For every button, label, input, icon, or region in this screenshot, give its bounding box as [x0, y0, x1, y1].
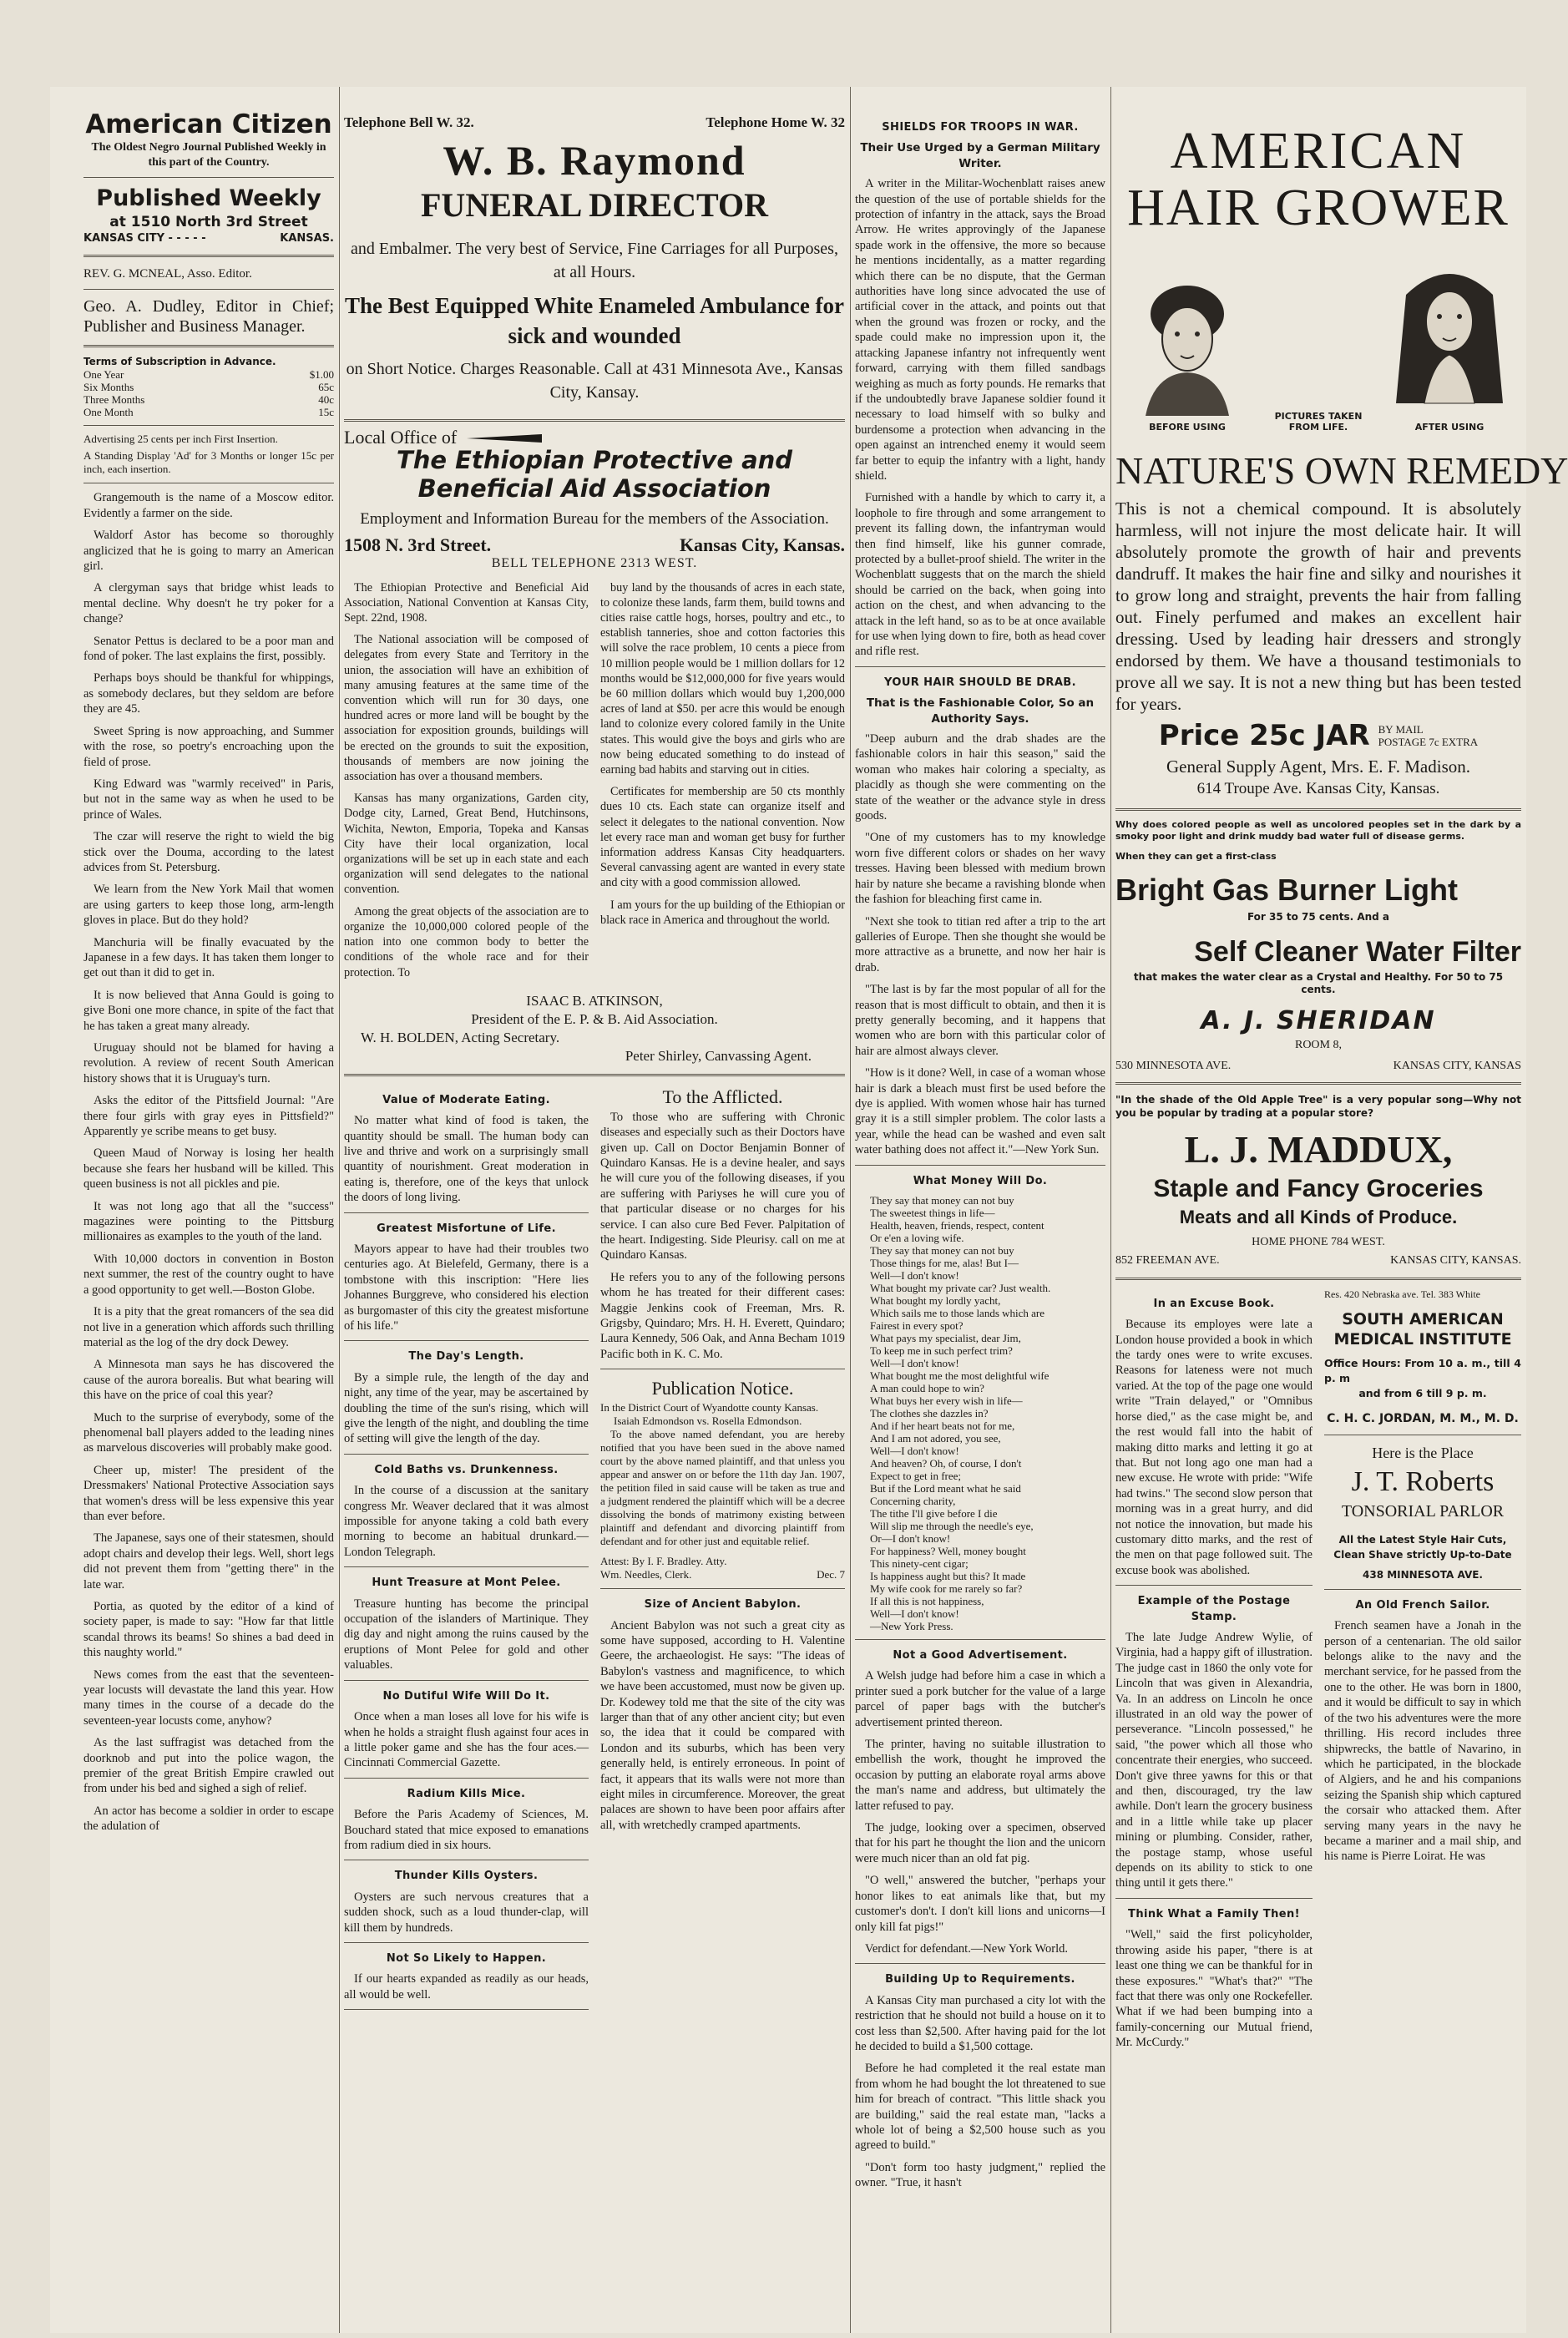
paragraph: It is a pity that the great romancers of the sea did not live in a generation which affords such thrilling material as the log of the dry dock Dewey.: [83, 1305, 334, 1349]
paragraph: With 10,000 doctors in convention in Boston next summer, the rest of the country ought to have a good opportunity to get well.—Boston Globe.: [83, 1252, 334, 1297]
paragraph: It is now believed that Anna Gould is going to give Boni one more chance, in spite of the fact that he has taken a great many already.: [83, 988, 334, 1033]
raymond-name: W. B. Raymond: [443, 137, 746, 185]
paragraph: As the last suffragist was detached from the doorknob and put into the police wagon, the premier of the great British Empire crawled out from under his bed and sighed a sigh of relief.: [83, 1736, 334, 1796]
standing-rates: A Standing Display 'Ad' for 3 Months or longer 15c per inch, each insertion.: [83, 449, 334, 476]
roberts-name: J. T. Roberts: [1351, 1465, 1495, 1497]
hair-ad-mail: BY MAIL POSTAGE 7c EXTRA: [1378, 722, 1479, 748]
tel-home: Telephone Home W. 32: [706, 114, 845, 130]
gas-ad-q2: When they can get a first-class: [1115, 850, 1277, 862]
babylon-heading: Size of Ancient Babylon.: [644, 1598, 802, 1612]
stamp-text: The late Judge Andrew Wylie, of Virginia, had a happy gift of illustration. The judge cast in 1860 the only vote for Lincoln that was given in Alexandria, Va. In an address on Lincoln he once illustrated in an old way the power of perseverance. "Lincoln possessed," he said, "the power which all those who concentrate their energies, who succeed. Don't give three yawns for this or that and then, discouraged, try the law awhile. Don't learn the grocery business and in a little while take up placer mining or plumbing. Consider, rather, the postage stamp, whose useful depends on its ability to stick to one thing until it gets there.": [1115, 1630, 1313, 1890]
maddux-addr-row: 852 FREEMAN AVE. KANSAS CITY, KANSAS.: [1115, 1254, 1521, 1268]
shields-p2: Furnished with a handle by which to carry it, a loophole to fire through and some arrangement to prevent its falling down, the infantryman would then find himself, like his gunner comrade, protected by a bullet-proof shield. The writer in the Wochenblatt suggests that on the march the shield should be carried on the back, when going into action on the chest, and when advancing to the attack in the left hand, so as to be at once available for use when lying down to fire, both as head cover and rifle rest.: [855, 491, 1105, 659]
poem-line: What bought me the most delightful wife: [870, 1369, 1050, 1382]
gas-ad-p2: that makes the water clear as a Crystal and Healthy. For 50 to 75 cents.: [1133, 971, 1504, 996]
raymond-phones: [344, 115, 845, 130]
gas-ad-room: ROOM 8,: [1294, 1039, 1342, 1052]
poem-line: And I am not adored, you see,: [870, 1432, 1001, 1445]
hair-ad-agent-addr: 614 Troupe Ave. Kansas City, Kansas.: [1196, 779, 1440, 797]
adv-p: The printer, having no suitable illustration to embellish the work, thought he improved the occasion by putting an elaborate royal arms above the man's name and address, but ultimately the latter refused to pay.: [855, 1738, 1105, 1813]
article-text: In the course of a discussion at the sanitary congress Mr. Weaver declared that it was almost impossible for anyone taking a cold bath every morning to become an habitual drunkard.—London Telegraph.: [344, 1484, 589, 1559]
medical-name1: SOUTH AMERICAN: [1342, 1309, 1504, 1328]
article-heading: No Dutiful Wife Will Do It.: [382, 1689, 550, 1703]
poem-line: And if her heart beats not for me,: [870, 1420, 1015, 1432]
afflicted-refs: He refers you to any of the following persons whom he has treated for their different cases: Maggie Jenkins cook of Freeman, Mrs. R. Grigsby, Quindaro; Mrs. H. H. Everett, Quindaro; Laura Kennedy, 506 Oak, and Anna Becham 1019 Pacific both in K. C. Mo.: [600, 1270, 845, 1361]
advert-rates: Advertising 25 cents per inch First Insertion.: [83, 433, 278, 446]
poem-line: —New York Press.: [870, 1620, 953, 1632]
poem-line: What bought my lordly yacht,: [870, 1294, 1001, 1307]
ethiopian-phone: BELL TELEPHONE 2313 WEST.: [491, 556, 698, 571]
adv-heading: Not a Good Advertisement.: [893, 1649, 1068, 1662]
hair-p: "How is it done? Well, in case of a woman whose hair is dark a bleach must first be used before the dye is applied. With women whose hair has turned gray it is a still simpler problem. The color lasts a year, while the head can be washed and even salt water bathing does not affect it."—New York Sun.: [855, 1066, 1105, 1157]
article-text: No matter what kind of food is taken, the quantity should be small. The human body can live and thrive and work on a surprisingly small quantity of nourishment. Great moderation in eating is, therefore, one of the keys that unlock the doors of long living.: [344, 1114, 589, 1205]
maddux-song: "In the shade of the Old Apple Tree" is a very popular song—Why not you be popular by trading at a popular store?: [1115, 1094, 1521, 1120]
maddux-line2: Meats and all Kinds of Produce.: [1179, 1207, 1458, 1228]
paragraph: The National association will be composed of delegates from every State and Territory in the union, the association will have an exhibition of many amusing features at the same time of the convention which will run for 30 days, one hundred acres or more land will be bought by the association for exposition grounds, buildings will be erected on the grounds to suit the exposition, thousands of members are now joining the association has over a thousand members.: [344, 633, 589, 784]
paragraph: A clergyman says that bridge whist leads to mental decline. Why doesn't he try poker for a change?: [83, 581, 334, 626]
paragraph: buy land by the thousands of acres in each state, to colonize these lands, farm them, build towns and cities raise cattle hogs, horses, poultry and etc., to establish tanneries, shoe and cotton factories this will solve the race problem, 10 cents a piece from 10 million people would be 1 million dollars for 12 months would be $12,000,000 for five years would be 60 million dollars which would buy 1,200,000 acres of land at $50. per acre this would be enough land to colonize every colored family in the Unite states. This would give the boys and girls who are now being educated something to do instead of earning bad habits and starving out in cities.: [600, 580, 845, 777]
gas-ad-addr-row: 530 MINNESOTA AVE. KANSAS CITY, KANSAS: [1115, 1059, 1521, 1072]
col2-lower: [344, 1085, 845, 2017]
raymond-line3: on Short Notice. Charges Reasonable. Call at 431 Minnesota Ave., Kansas City, Kansay.: [346, 360, 843, 402]
column-2: [344, 87, 845, 2333]
poem-line: Expect to get in free;: [870, 1470, 962, 1482]
paragraph: A Minnesota man says he has discovered the cause of the aurora borealis. But what bearing will this have on the price of coal this year?: [83, 1358, 334, 1403]
paragraph: It was not long ago that all the "success" magazines were pointing to the Pittsburg millionaires as examples to the youth of the land.: [83, 1199, 334, 1244]
sig-agent: Peter Shirley, Canvassing Agent.: [625, 1047, 812, 1064]
poem-line: The clothes she dazzles in?: [870, 1407, 989, 1420]
roberts-here: Here is the Place: [1372, 1444, 1474, 1461]
hair-ad-agent: General Supply Agent, Mrs. E. F. Madison.: [1166, 756, 1471, 777]
gas-ad-question: Why does colored people as well as uncolored peoples set in the dark by a smoky poor light and drink muddy bad water full of disease germs.: [1115, 818, 1521, 842]
portrait-before: [1129, 274, 1246, 436]
poem-line: The tithe I'll give before I die: [870, 1507, 998, 1520]
adv-p: The judge, looking over a specimen, observed that for his part he thought the lion and the unicorn were much nicer than an old fat pig.: [855, 1821, 1105, 1865]
ethiopian-name: The Ethiopian Protective and Beneficial Aid Association: [396, 445, 793, 503]
poem-line: Is happiness aught but this? It made: [870, 1570, 1026, 1582]
publication-court: In the District Court of Wyandotte county Kansas.: [600, 1401, 819, 1414]
publication-clerk-row: Wm. Needles, Clerk. Dec. 7: [600, 1568, 845, 1581]
hair-subheading: That is the Fashionable Color, So an Authority Says.: [866, 696, 1095, 726]
paragraph: An actor has become a soldier in order to escape the adulation of: [83, 1804, 334, 1834]
paragraph: King Edward was "warmly received" in Paris, but not in the same way as when he used to be prince of Wales.: [83, 777, 334, 822]
newspaper-page: [50, 87, 1568, 2333]
column-4: [1115, 87, 1568, 2333]
poem-line: And heaven? Oh, of course, I don't: [870, 1457, 1022, 1470]
roberts-sub: TONSORIAL PARLOR: [1341, 1501, 1505, 1521]
poem-line: Or—I don't know!: [870, 1532, 951, 1545]
adv-p: A Welsh judge had before him a case in which a printer sued a pork butcher for the value of a large parcel of paper bags with the butcher's advertisement printed thereon.: [855, 1669, 1105, 1729]
gas-ad-h1: Bright Gas Burner Light: [1115, 872, 1459, 907]
masthead-subtitle: The Oldest Negro Journal Published Weekly in this part of the Country.: [91, 141, 326, 169]
build-p: "Don't form too hasty judgment," replied the owner. "True, it hasn't: [855, 2160, 1105, 2190]
stamp-heading: Example of the Postage Stamp.: [1137, 1595, 1291, 1623]
article-heading: Thunder Kills Oysters.: [394, 1870, 539, 1883]
poem-line: The sweetest things in life—: [870, 1207, 995, 1219]
poem-line: My wife cook for me rarely so far?: [870, 1582, 1023, 1595]
hair-ad-title2: HAIR GROWER: [1127, 180, 1510, 236]
column-3: [855, 87, 1105, 2333]
article-text: If our hearts expanded as readily as our heads, all would be well.: [344, 1972, 589, 2001]
paragraph: Manchuria will be finally evacuated by the Japanese in a few days. It has taken them longer to get out than it did to get in.: [83, 935, 334, 980]
article-text: Treasure hunting has become the principal occupation of the islanders of Martinique. They dig day and night among the ruins caused by the eruptions of Mont Pelee for gold and other valuables.: [344, 1597, 589, 1673]
hair-ad-title1: AMERICAN: [1170, 123, 1467, 180]
poem-line: But if the Lord meant what he said: [870, 1482, 1021, 1495]
paragraph: Asks the editor of the Pittsfield Journal: "Are there four girls with gray eyes in Pittsfield?" Apparently ye scribe means to get busy.: [83, 1094, 334, 1139]
column-rule: [1110, 87, 1111, 2333]
hair-ad-price-row: [1115, 718, 1521, 752]
gas-ad-h2: Self Cleaner Water Filter: [1194, 936, 1521, 969]
publication-body: To the above named defendant, you are hereby notified that you have been sued in the above named court by the above named plaintiff, and that unless you appear and answer on or before the 11th day Jan. 1907, the petition filed in said cause will be taken as true and a judgment rendered the plaintiff which will be a decree dissolving the bonds of matrimony existing between plaintiff and defendant and divorcing plaintiff from defendant and for other just and equitable relief.: [600, 1428, 845, 1548]
article-text: By a simple rule, the length of the day and night, any time of the year, may be ascertained by doubling the time of the sun's rising, which will give the length of the night, and doubling the time of setting will give the length of the day.: [344, 1370, 589, 1446]
hair-heading: YOUR HAIR SHOULD BE DRAB.: [884, 676, 1076, 689]
hair-p: "Deep auburn and the drab shades are the fashionable colors in hair this season," said the woman who makes hair coloring a specialty, as placidly as though she were commenting on the state of the weather or the advance style in dress goods.: [855, 732, 1105, 823]
poem-line: Health, heaven, friends, respect, content: [870, 1219, 1044, 1232]
money-poem: [855, 1194, 1105, 1632]
hair-ad-price: Price 25c JAR: [1158, 718, 1370, 752]
medical-res: Res. 420 Nebraska ave. Tel. 383 White: [1324, 1288, 1481, 1300]
afflicted-heading: To the Afflicted.: [662, 1086, 783, 1107]
gas-ad-name: A. J. SHERIDAN: [1201, 1006, 1436, 1036]
paragraph: I am yours for the up building of the Ethiopian or black race in America and throughout the world.: [600, 898, 845, 927]
build-heading: Building Up to Requirements.: [885, 1973, 1075, 1986]
build-p: Before he had completed it the real estate man from whom he had bought the lot threatened to sue him for breach of contract. "This little shack you are building," said the real estate man, "lacks a whole lot of being a $2,500 house such as you agreed to build.": [855, 2062, 1105, 2153]
caption-after: AFTER USING: [1414, 422, 1485, 433]
excuse-text: Because its employes were late a London house provided a book in which the tardy ones were to write excuses. Reasons for lateness were not much varied. At the top of the page one would write "Train delayed," or "Omnibus horse died," as the case might be, and the rest would fall into the habit of making ditto marks and letting it go at that. But not long ago one man had a new excuse. He wrote with pride: "Wife had twins." The second slow person that morning was in a great hurry, and did not notice the innovation, but made his customary ditto marks, and the rest of the men on that page followed suit. The excuse book was abolished.: [1115, 1318, 1313, 1577]
poem-line: What pays my specialist, dear Jim,: [870, 1332, 1021, 1344]
hair-ad-remedy: NATURE'S OWN REMEDY: [1115, 448, 1568, 492]
adv-p: "O well," answered the butcher, "perhaps your honor likes to eat animals like that, but my customer's don't. I don't kill lions and unicorns—I only kill fat pigs!": [855, 1874, 1105, 1934]
shields-heading: SHIELDS FOR TROOPS IN WAR.: [882, 121, 1079, 134]
afflicted-text: To those who are suffering with Chronic diseases and especially such as their Doctors have given up. Call on Doctor Benjamin Bonner of Quindaro Kansas. He is a devine healer, and says he will cure you of the following diseases, if you are suffering with Pariyses he will cure you of that particular disease or no charges for his service. I can also cure Bed Fever. Palpitation of the heart. Indigesting. Side Pleurisy. call on me at Quindaro Kansas.: [600, 1110, 845, 1263]
paragraph: Senator Pettus is declared to be a poor man and fond of poker. The last explains the first, possibly.: [83, 634, 334, 664]
masthead-title: American Citizen: [85, 109, 332, 139]
col4-lower-right: [1324, 1288, 1521, 2057]
ethiopian-address-row: 1508 N. 3rd Street. Kansas City, Kansas.: [344, 534, 845, 555]
ethiopian-employment: Employment and Information Bureau for the members of the Association.: [360, 509, 829, 528]
shields-subheading: Their Use Urged by a German Military Writer.: [860, 141, 1100, 170]
excuse-heading: In an Excuse Book.: [1153, 1297, 1275, 1310]
money-heading: What Money Will Do.: [913, 1174, 1048, 1187]
poem-line: Well—I don't know!: [870, 1269, 959, 1282]
paragraph: Perhaps boys should be thankful for whippings, as somebody declares, but they seldom are before they are 45.: [83, 671, 334, 716]
article-text: Oysters are such nervous creatures that a sudden shock, such as a loud thunder-clap, will kill them by hundreds.: [344, 1890, 589, 1935]
paragraph: The Japanese, says one of their statesmen, should adopt chairs and develop their legs. Well, short legs did not prevent them from "getting there" in the late war.: [83, 1531, 334, 1592]
article-heading: The Day's Length.: [408, 1350, 524, 1364]
maddux-line1: Staple and Fancy Groceries: [1153, 1175, 1484, 1203]
paragraph: We learn from the New York Mail that women are using garters to keep those long, arm-length gloves in place. But do they hold?: [83, 883, 334, 928]
published-weekly: Published Weekly: [96, 185, 321, 211]
sailor-heading: An Old French Sailor.: [1355, 1598, 1490, 1612]
column-rule: [339, 87, 340, 2333]
editor-credit: Geo. A. Dudley, Editor in Chief; Publisher and Business Manager.: [83, 297, 334, 337]
poem-line: Those things for me, alas! But I—: [870, 1257, 1019, 1269]
article-heading: Hunt Treasure at Mont Pelee.: [372, 1576, 561, 1590]
hair-ad-portraits: [1115, 249, 1521, 436]
roberts-line1: All the Latest Style Hair Cuts, Clean Shave strictly Up-to-Date: [1333, 1533, 1512, 1561]
tel-bell: Telephone Bell W. 32.: [344, 114, 474, 130]
col2-left-items: [344, 1085, 589, 2017]
poem-line: If all this is not happiness,: [870, 1595, 984, 1607]
adv-p: Verdict for defendant.—New York World.: [865, 1941, 1069, 1956]
assoc-editor: REV. G. MCNEAL, Asso. Editor.: [83, 267, 252, 281]
terms-row: Six Months 65c: [83, 381, 334, 394]
col2-right-items: [600, 1085, 845, 2017]
poem-line: For happiness? Well, money bought: [870, 1545, 1026, 1557]
paragraph: News comes from the east that the seventeen-year locusts will devastate the land this year. How many times in the course of a decade do the seventeen-year locusts come, anyhow?: [83, 1667, 334, 1728]
local-office: Local Office of: [344, 430, 845, 445]
article-heading: Not So Likely to Happen.: [386, 1951, 547, 1965]
ornament-icon: [467, 433, 542, 444]
publication-heading: Publication Notice.: [651, 1378, 794, 1399]
shields-p1: A writer in the Militar-Wochenblatt raises anew the question of the use of portable shields for the protection of infantry in the attack, says the Broad Arrow. He writes approvingly of the Japanese spade work in the offensive, the more so because he mentions incidentally, as a matter regarding which there can be no dispute, that the German authorities have long since advocated the use of artificial cover in the attack, and points out that when the ground was frozen or rocky, and the spade could make no impression upon it, the attacking Japanese infantry not infrequently went forward, carrying with them filled sandbags weighing as much as forty pounds. He remarks that if the undoubtedly brave Japanese soldier found it necessary to load himself with so bulky and burdensome a protection when advancing in the open against an intrenched enemy it would seem far better to equip the infantry with a light, handy shield.: [855, 177, 1105, 483]
article-heading: Greatest Misfortune of Life.: [377, 1222, 556, 1235]
hair-p: "The last is by far the most popular of all for the reason that is most difficult to obtain, and then it is pretty generally becoming, and it happens that women who are born with this particular color of hair are almost always clever.: [855, 983, 1105, 1058]
medical-doctor: C. H. C. JORDAN, M. M., M. D.: [1327, 1411, 1519, 1425]
terms-title: Terms of Subscription in Advance.: [83, 356, 276, 368]
article-heading: Cold Baths vs. Drunkenness.: [374, 1463, 559, 1476]
poem-line: To keep me in such perfect trim?: [870, 1344, 1013, 1357]
babylon-text: Ancient Babylon was not such a great city as some have supposed, according to H. Valentine Geere, the archaeologist. He says: "The ideas of Babylon's vastness and magnificence, to which we have been accustomed, must now be given up. Dr. Kodewey told me that the site of the city was larger than that of any other ancient city; but even so, the idea that it could be compared with London and its suburbs, which has been very generally held, is entirely erroneous. In point of fact, it appears that its walls were not more than eight miles in circumference. Moreover, the great palaces are shown to have been poor affairs after all, with wretchedly cramped apartments.: [600, 1618, 845, 1832]
article-heading: Radium Kills Mice.: [407, 1787, 526, 1800]
hair-p: "One of my customers has to my knowledge worn five different colors or shades on her wavy tresses. Having been blessed with medium brown hair by nature she became a ravishing blonde when the fashion for bleaching first came in.: [855, 831, 1105, 907]
family-heading: Think What a Family Then!: [1128, 1907, 1300, 1920]
poem-line: Well—I don't know!: [870, 1357, 959, 1369]
poem-line: Which sails me to those lands which are: [870, 1307, 1045, 1319]
col4-lower: [1115, 1288, 1521, 2057]
masthead-city: KANSAS CITY - - - - - KANSAS.: [83, 232, 334, 245]
col4-lower-left: [1115, 1288, 1313, 2057]
woman-after-icon: [1391, 249, 1508, 416]
raymond-title: FUNERAL DIRECTOR: [421, 186, 768, 225]
paragraph: Kansas has many organizations, Garden city, Dodge city, Larned, Great Bend, Hutchinsons, Wichita, Newton, Emporia, Topeka and Kansas City have their local organization, local organizations will be set up in each state and each organization will send delegates to the national convention.: [344, 792, 589, 897]
woman-before-icon: [1129, 274, 1246, 416]
article-text: Once when a man loses all love for his wife is when he holds a straight flush against four aces in a little poker game and she has the four aces.—Cincinnati Commercial Gazette.: [344, 1710, 589, 1770]
poem-line: Well—I don't know!: [870, 1607, 959, 1620]
paragraph: Portia, as quoted by the editor of a kind of society paper, is made to say: "How far that little scandal throws its beams! So shines a bad deed in this naughty world.": [83, 1600, 334, 1660]
masthead-address: at 1510 North 3rd Street: [109, 214, 308, 230]
paragraph: Among the great objects of the association are to organize the 10,000,000 colored people of the nation into one common body to better the conditions of the whole race and for their protection. To: [344, 904, 589, 979]
paragraph: Cheer up, mister! The president of the Dressmakers' National Protective Association says that women's dress will be less expensive this year than ever before.: [83, 1463, 334, 1523]
raymond-line1: and Embalmer. The very best of Service, Fine Carriages for all Purposes, at all Hours.: [351, 240, 838, 282]
paragraph: Certificates for membership are 50 cts monthly dues 10 cts. Each state can organize itself and select it delegates to the national convention. Now let every race man and woman get busy for further information address Kansas City headquarters. Several canvassing agent are wanted in every state and city with a good commission allowed.: [600, 785, 845, 890]
paragraph: The Ethiopian Protective and Beneficial Aid Association, National Convention at Kansas City, Sept. 22nd, 1908.: [344, 580, 589, 625]
poem-line: A man could hope to win?: [870, 1382, 984, 1394]
ethiopian-left: [344, 580, 589, 987]
sig-president-title: President of the E. P. & B. Aid Association.: [471, 1010, 718, 1027]
roberts-addr: 438 MINNESOTA AVE.: [1363, 1568, 1483, 1581]
sig-president-name: ISAAC B. ATKINSON,: [526, 992, 663, 1009]
article-text: Mayors appear to have had their troubles two centuries ago. At Bielefeld, Germany, there is a tombstone with this inscription: "Here lies Johannes Burggreve, who considered his election as burgomaster of this city the greatest misfortune of his life.": [344, 1242, 589, 1333]
paragraph-list: [83, 490, 334, 1834]
sailor-text: French seamen have a Jonah in the person of a centenarian. The old sailor belongs alike to the navy and the merchant service, for he passed from the one to the other. He was born in 1800, and it would be difficult to say in which of the two his adventures were the more thrilling. His record includes three shipwrecks, the battle of Navarino, in which he participated, in the blockade of Algiers, and he and his companions seizing the Spanish ship which captured the corsair who attacked them. After serving many years in the navy he became a mariner and a mail ship, and his name is Pierre Loirat. He was: [1324, 1619, 1521, 1864]
caption-before: BEFORE USING: [1149, 422, 1226, 433]
gas-ad-p1: For 35 to 75 cents. And a: [1247, 910, 1390, 923]
terms-list: [83, 368, 334, 418]
poem-line: They say that money can not buy: [870, 1194, 1014, 1207]
paragraph: Uruguay should not be blamed for having a revolution. A review of recent South American history shows that it is Uruguay's turn.: [83, 1041, 334, 1086]
family-text: "Well," said the first policyholder, throwing aside his paper, "there is at least one thing we can be thankful for in these exposures." "What's that?" "The fact that there was only one Rockefeller. What if we had been bumping into a family-concerning our Mutual friend, Mr. McCurdy.": [1115, 1928, 1313, 2050]
terms-row: One Year $1.00: [83, 368, 334, 382]
ethiopian-right: [600, 580, 845, 987]
poem-line: They say that money can not buy: [870, 1244, 1014, 1257]
terms-row: Three Months 40c: [83, 393, 334, 407]
poem-line: This ninety-cent cigar;: [870, 1557, 969, 1570]
poem-line: What bought my private car? Just wealth.: [870, 1282, 1051, 1294]
poem-line: Fairest in every spot?: [870, 1319, 964, 1332]
publication-attest: Attest: By I. F. Bradley. Atty.: [600, 1555, 727, 1568]
portrait-after: [1391, 249, 1508, 436]
medical-hours1: Office Hours: From 10 a. m., till 4 p. m: [1324, 1356, 1521, 1384]
raymond-line2: The Best Equipped White Enameled Ambulance for sick and wounded: [344, 293, 845, 349]
terms-row: One Month 15c: [83, 406, 334, 419]
publication-parties: Isaiah Edmondson vs. Rosella Edmondson.: [614, 1414, 802, 1428]
caption-middle: PICTURES TAKEN FROM LIFE.: [1274, 410, 1363, 433]
poem-line: Well—I don't know!: [870, 1445, 959, 1457]
paragraph: Sweet Spring is now approaching, and Summer with the rose, so poetry's encroaching upon the field of prose.: [83, 724, 334, 769]
poem-line: Will slip me through the needle's eye,: [870, 1520, 1034, 1532]
sig-secretary: W. H. BOLDEN, Acting Secretary.: [361, 1029, 560, 1045]
poem-line: Or e'en a loving wife.: [870, 1232, 964, 1244]
paragraph: Much to the surprise of everybody, some of the phenomenal ball players added to the leading nines as marvelous discoveries will probably make good.: [83, 1410, 334, 1455]
column-rule: [850, 87, 851, 2333]
paragraph: Queen Maud of Norway is losing her health because she fears her husband will be killed. This queen business is not all pickles and pie.: [83, 1146, 334, 1192]
paragraph: Grangemouth is the name of a Moscow editor. Evidently a farmer on the side.: [83, 491, 334, 520]
article-heading: Value of Moderate Eating.: [382, 1093, 550, 1106]
paragraph: Waldorf Astor has become so thoroughly anglicized that he is going to marry an American girl.: [83, 529, 334, 574]
maddux-name: L. J. MADDUX,: [1184, 1128, 1453, 1172]
build-p: A Kansas City man purchased a city lot with the restriction that he should not build a house on it to cost less than $2,500. After having paid for the lot he decided to build a $1,500 cottage.: [855, 1993, 1105, 2053]
hair-ad-body: This is not a chemical compound. It is absolutely harmless, will not injure the most delicate hair. It will absolutely promote the growth of hair and prevents dandruff. It makes the hair fine and silky and nourishes it to grow long and straight, prevents the hair from falling out. Finely perfumed and makes an excellent hair dressing. Used by leading hair dressers and strongly endorsed by them. We have a thousand testimonials to prove all we say. It is not a new thing but has been tested for years.: [1115, 498, 1521, 714]
article-text: Before the Paris Academy of Sciences, M. Bouchard stated that mice exposed to emanations from radium died in six hours.: [344, 1808, 589, 1852]
ethiopian-body: [344, 580, 845, 987]
poem-line: Concerning charity,: [870, 1495, 956, 1507]
paragraph: The czar will reserve the right to wield the big stick over the Douma, according to the latest advices from St. Petersburg.: [83, 830, 334, 874]
poem-line: What buys her every wish in life—: [870, 1394, 1023, 1407]
hair-p: "Next she took to titian red after a trip to the art galleries of Europe. Then she thought she would be more attractive as a brunette, and now her hair is drab.: [855, 914, 1105, 974]
column-1: [83, 87, 334, 2333]
maddux-phone: HOME PHONE 784 WEST.: [1252, 1236, 1385, 1249]
medical-name2: MEDICAL INSTITUTE: [1333, 1329, 1512, 1349]
medical-hours2: and from 6 till 9 p. m.: [1358, 1386, 1487, 1399]
